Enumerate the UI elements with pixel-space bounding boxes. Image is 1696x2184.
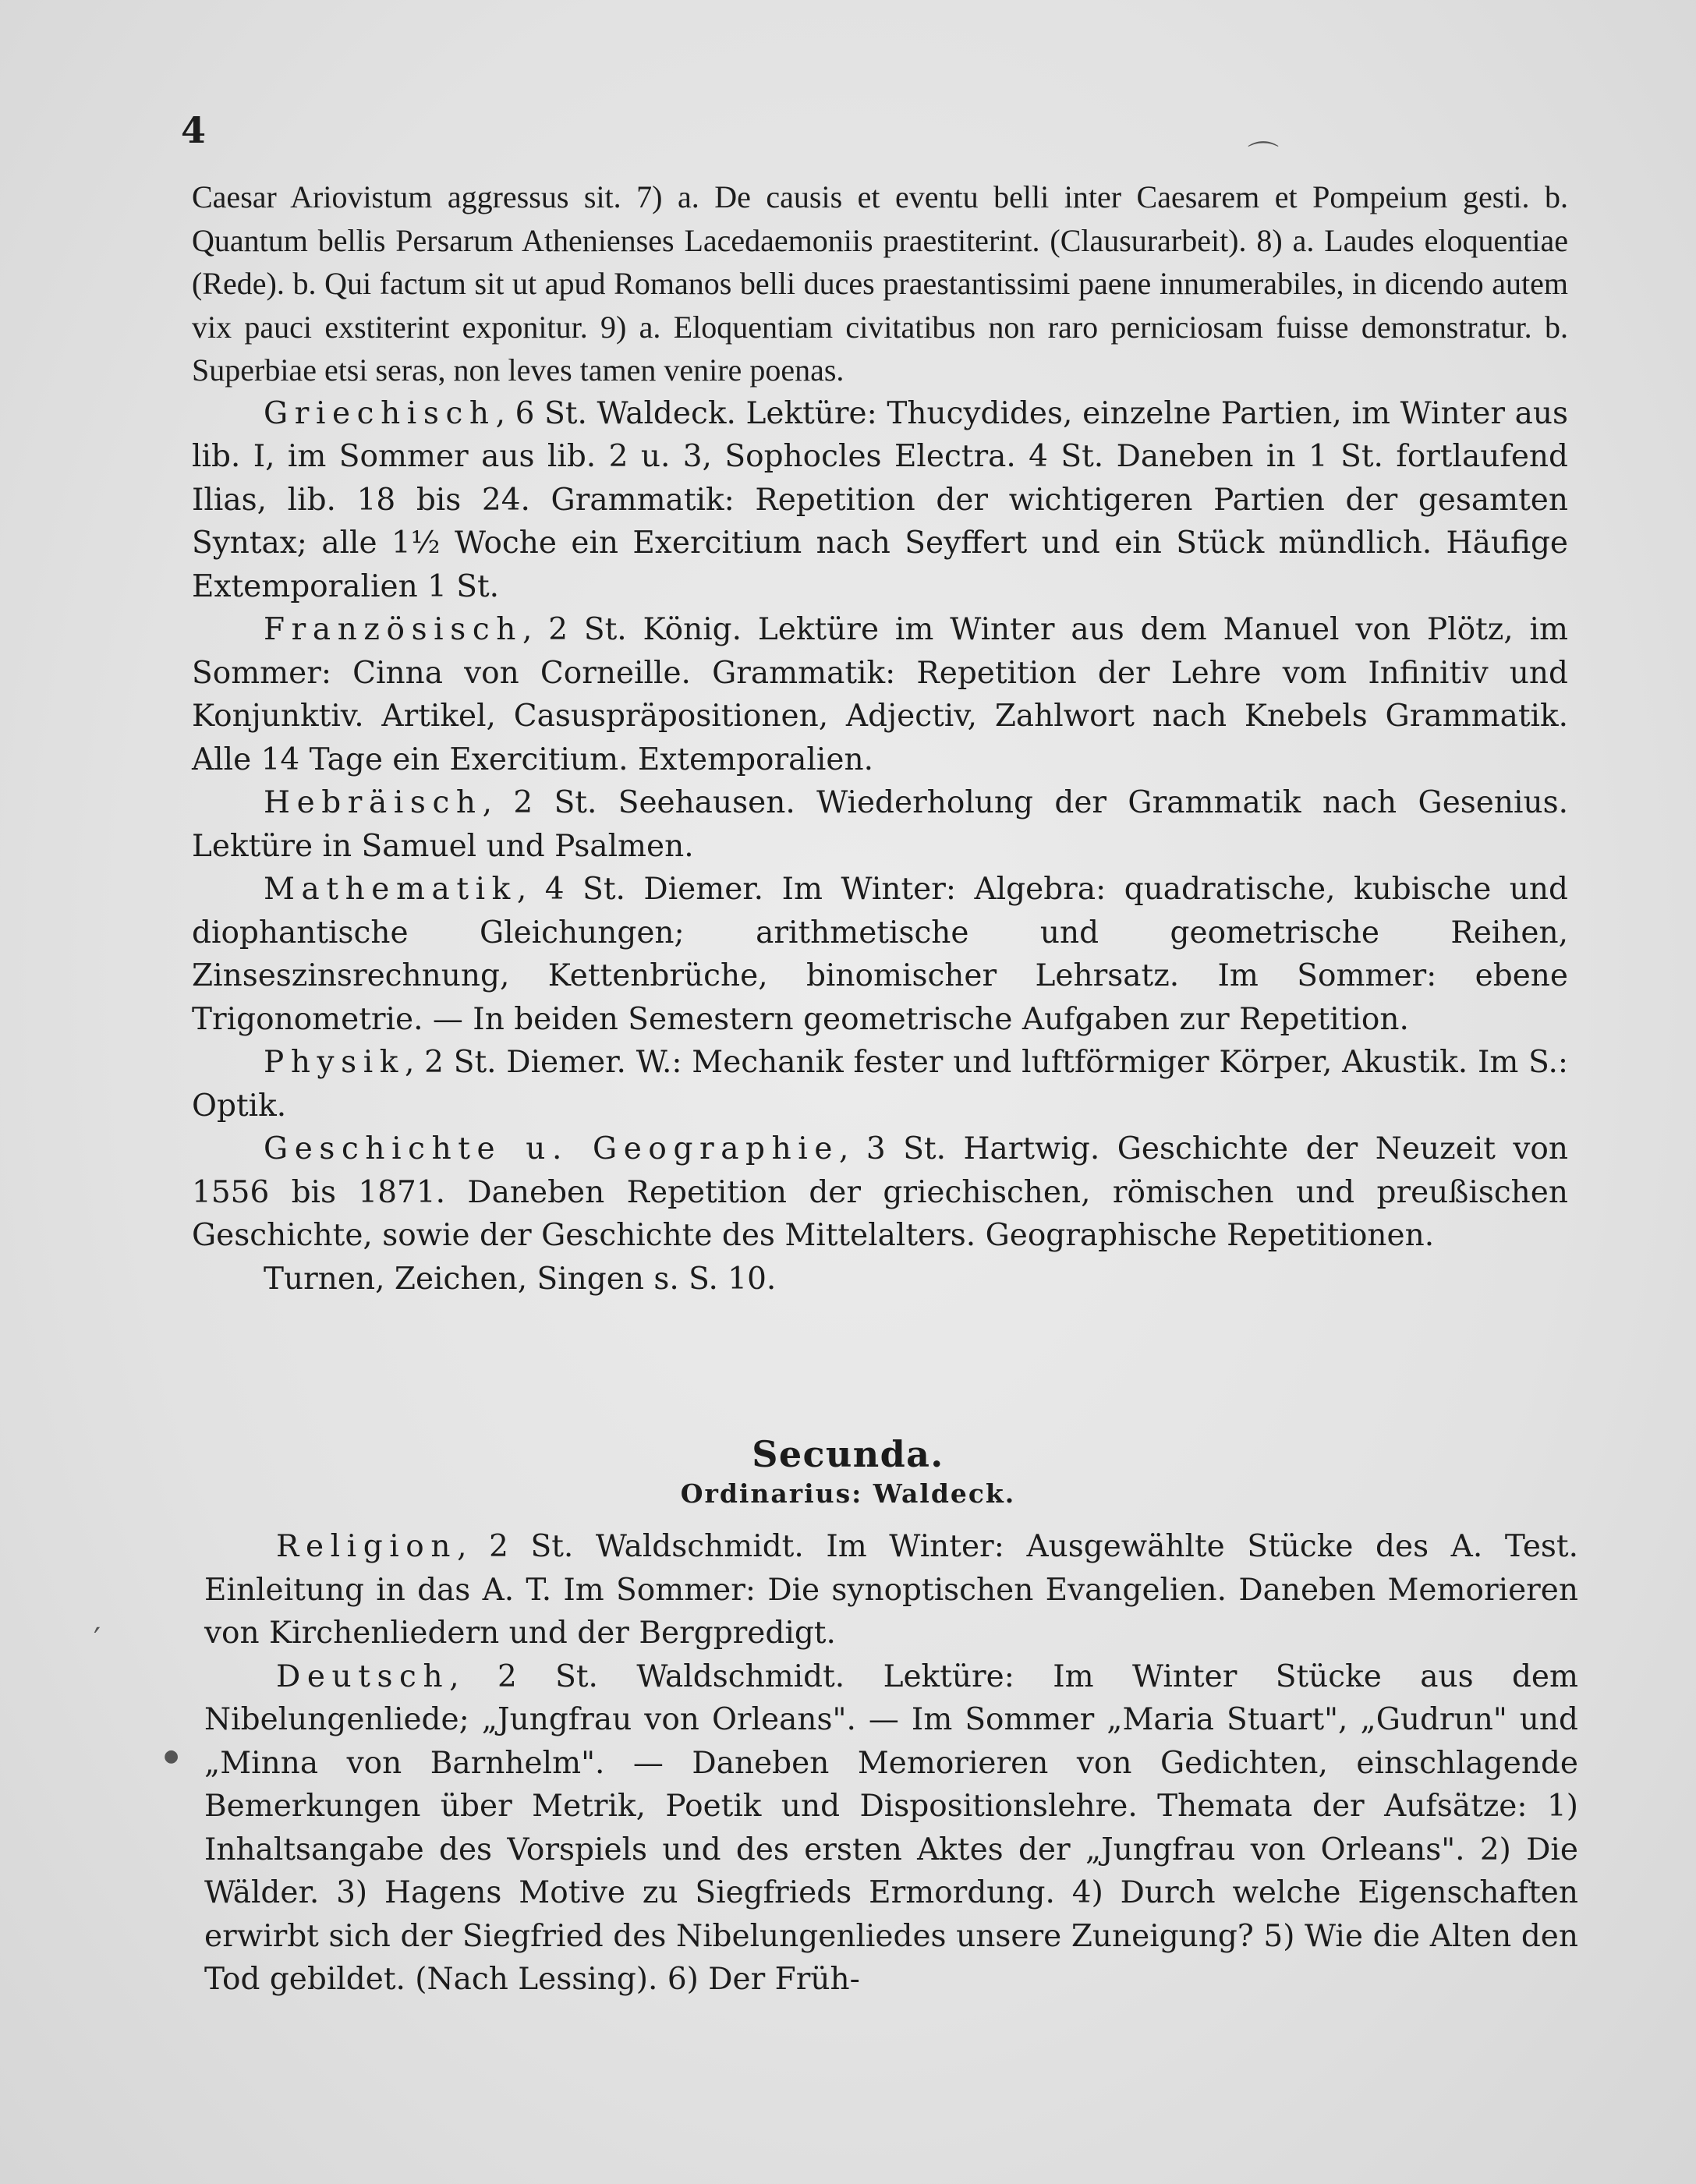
subject-text: , 6 St. Waldeck. Lektüre: Thucydides, einzelne Partien, im Winter aus lib. I, im Sommer aus lib. 2 u. 3, Sophocles Electra. 4 St. Daneben in 1 St. fortlaufend Ilias, lib. 18 bis 24. Grammatik: Repetition der wichtigeren Partien der gesamten Syntax; alle 1½ Woche ein Exercitium nach Seyffert und ein Stück mündlich. Häufige Extemporalien 1 St.	[192, 395, 1568, 604]
subject-paragraph-deutsch	[204, 1655, 1578, 2002]
subject-name: Physik	[264, 1045, 405, 1080]
subject-paragraph-hebraeisch	[192, 781, 1568, 868]
subject-text: , 2 St. Seehausen. Wiederholung der Grammatik nach Gesenius. Lektüre in Samuel und Psalmen.	[192, 785, 1568, 864]
subject-name: Religion	[276, 1529, 458, 1564]
subject-name: Deutsch	[276, 1658, 450, 1694]
subject-text: , 2 St. König. Lektüre im Winter aus dem Manuel von Plötz, im Sommer: Cinna von Corneille. Grammatik: Repetition der Lehre vom Infinitiv und Konjunktiv. Artikel, Casuspräpositionen, Adjectiv, Zahlwort nach Knebels Grammatik. Alle 14 Tage ein Exercitium. Extemporalien.	[192, 612, 1568, 777]
subject-name: Hebräisch	[264, 785, 483, 820]
subject-text: , 3 St. Hartwig. Geschichte der Neuzeit von 1556 bis 1871. Daneben Repetition der griechischen, römischen und preußischen Geschichte, sowie der Geschichte des Mittelalters. Geographische Repetitionen.	[192, 1131, 1568, 1253]
subject-paragraph-turnen	[192, 1258, 1568, 1301]
paper-blemish: ⌒	[1248, 140, 1279, 175]
subject-paragraph-mathematik	[192, 868, 1568, 1041]
subject-paragraph-geschichte	[192, 1127, 1568, 1258]
subject-paragraph-franzoesisch	[192, 608, 1568, 781]
subject-text: , 2 St. Waldschmidt. Im Winter: Ausgewählte Stücke des A. Test. Einleitung in das A. T. Im Sommer: Die synoptischen Evangelien. Daneben Memorieren von Kirchenliedern und der Bergpredigt.	[204, 1529, 1578, 1651]
paper-blemish: ′	[94, 1622, 101, 1658]
latin-essay-topics: Caesar Ariovistum aggressus sit. 7) a. De causis et eventu belli inter Caesarem et Pompeium gesti. b. Quantum bellis Persarum Athenienses Lacedaemoniis praestiterint. (Clausurarbeit). 8) a. Laudes eloquentiae (Rede). b. Qui factum sit ut apud Romanos belli duces praestantissimi paene innumerabiles, in dicendo autem vix pauci exstiterint exponitur. 9) a. Eloquentiam civitatibus non raro perniciosam fuisse demonstratur. b. Superbiae etsi seras, non leves tamen venire poenas.	[192, 179, 1568, 388]
upper-text-block	[192, 175, 1568, 1301]
subject-text: , 2 St. Waldschmidt. Lektüre: Im Winter Stücke aus dem Nibelungenliede; „Jungfrau von Orleans". — Im Sommer „Maria Stuart", „Gudrun" und „Minna von Barnhelm". — Daneben Memorieren von Gedichten, einschlagende Bemerkungen über Metrik, Poetik und Dispositionslehre. Themata der Aufsätze: 1) Inhaltsangabe des Vorspiels und des ersten Aktes der „Jungfrau von Orleans". 2) Die Wälder. 3) Hagens Motive zu Siegfrieds Ermordung. 4) Durch welche Eigenschaften erwirbt sich der Siegfried des Nibelungenliedes unsere Zuneigung? 5) Wie die Alten den Tod gebildet. (Nach Lessing). 6) Der Früh-	[204, 1658, 1578, 1997]
subject-name: Mathematik	[264, 872, 517, 907]
subject-name: Geschichte u. Geographie	[264, 1131, 840, 1166]
subject-text: , 2 St. Diemer. W.: Mechanik fester und luftförmiger Körper, Akustik. Im S.: Optik.	[192, 1045, 1568, 1124]
section-subtitle: Ordinarius: Waldeck.	[680, 1478, 1016, 1509]
subject-name: Französisch	[264, 612, 522, 647]
lower-text-block	[204, 1525, 1578, 2002]
subject-text: , 4 St. Diemer. Im Winter: Algebra: quadratische, kubische und diophantische Gleichungen; arithmetische und geometrische Reihen, Zinseszinsrechnung, Kettenbrüche, binomischer Lehrsatz. Im Sommer: ebene Trigonometrie. — In beiden Semestern geometrische Aufgaben zur Repetition.	[192, 872, 1568, 1037]
subject-paragraph-religion	[204, 1525, 1578, 1655]
subject-paragraph-griechisch	[192, 392, 1568, 609]
page-number: 4	[181, 109, 207, 151]
subject-name: Griechisch	[264, 395, 496, 431]
subject-text: Turnen, Zeichen, Singen s. S. 10.	[264, 1261, 777, 1297]
section-title: Secunda.	[752, 1433, 944, 1475]
subject-paragraph-physik	[192, 1041, 1568, 1127]
paper-blemish: ●	[164, 1747, 179, 1766]
